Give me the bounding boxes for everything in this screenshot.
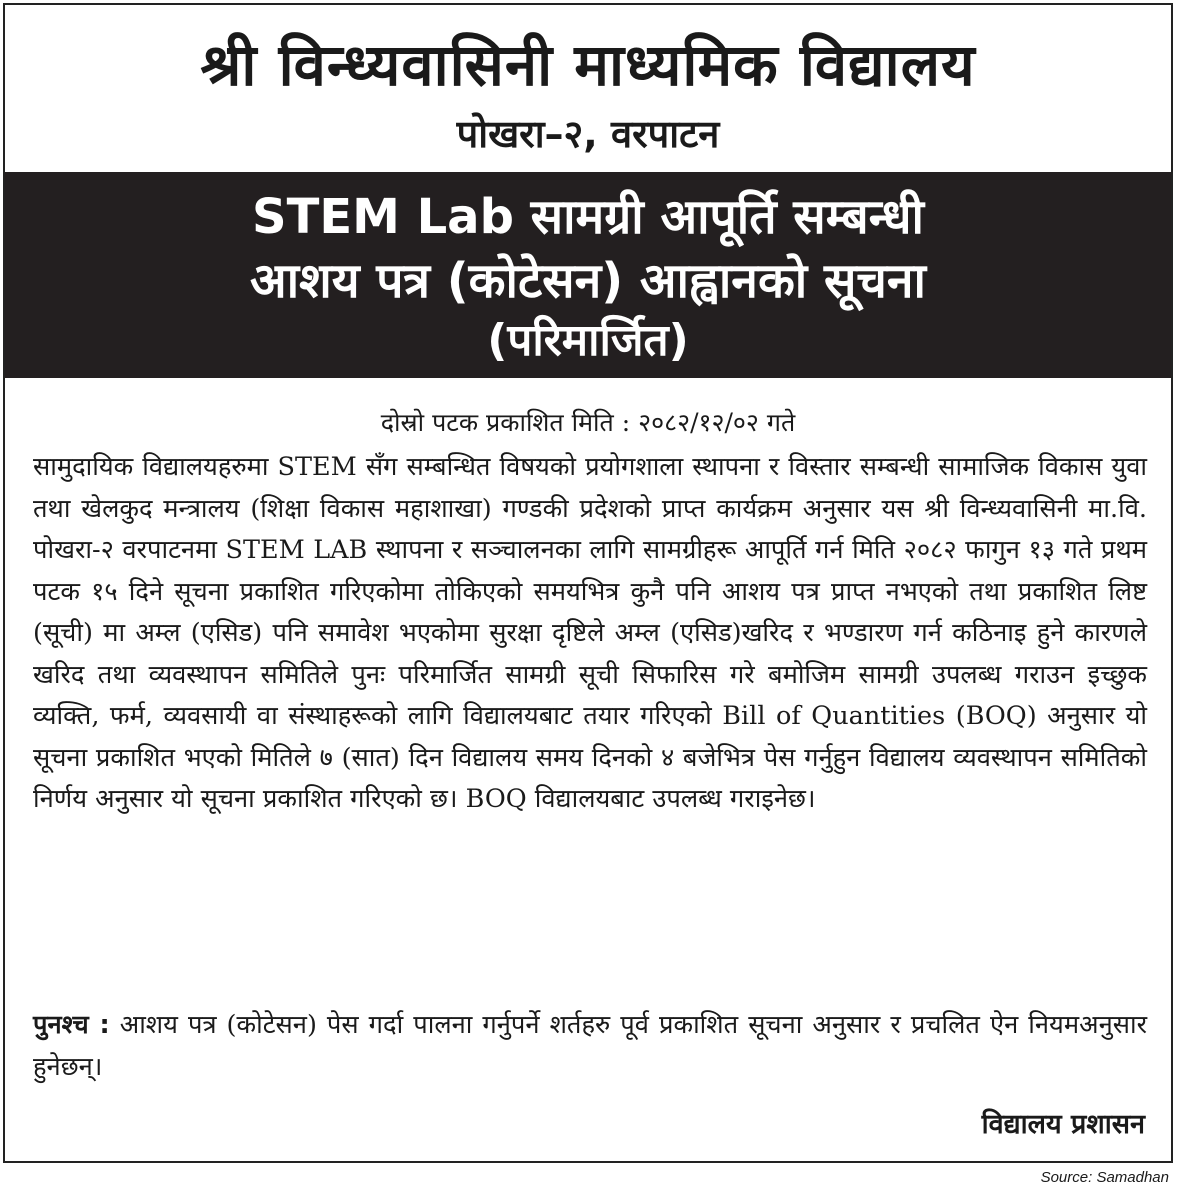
signatory: विद्यालय प्रशासन xyxy=(981,1109,1145,1140)
notice-body: सामुदायिक विद्यालयहरुमा STEM सँग सम्बन्धित विषयको प्रयोगशाला स्थापना र विस्तार सम्बन्धी सामाजिक विकास युवा तथा खेलकुद मन्त्रालय (शिक्षा विकास महाशाखा) गण्डकी प्रदेशको प्राप्त कार्यक्रम अनुसार यस श्री विन्ध्यवासिनी मा.वि. पोखरा-२ वरपाटनमा STEM LAB स्थापना र सञ्चालनका लागि सामग्रीहरू आपूर्ति गर्न मिति २०८२ फागुन १३ गते प्रथम पटक १५ दिने सूचना प्रकाशित गरिएकोमा तोकिएको समयभित्र कुनै पनि आशय पत्र प्राप्त नभएको तथा प्रकाशित लिष्ट (सूची) मा अम्ल (एसिड) पनि समावेश भएकोमा सुरक्षा दृष्टिले अम्ल (एसिड)खरिद र भण्डारण गर्न कठिनाइ हुने कारणले खरिद तथा व्यवस्थापन समितिले पुनः परिमार्जित सामग्री सूची सिफारिस गरे बमोजिम सामग्री उपलब्ध गराउन इच्छुक व्यक्ति, फर्म, व्यवसायी वा संस्थाहरूको लागि विद्यालयबाट तयार गरिएको Bill of Quantities (BOQ) अनुसार यो सूचना प्रकाशित भएको मितिले ७ (सात) दिन विद्यालय समय दिनको ४ बजेभित्र पेस गर्नुहुन विद्यालय व्यवस्थापन समितिको निर्णय अनुसार यो सूचना प्रकाशित गरिएको छ। BOQ विद्यालयबाट उपलब्ध गराइनेछ। xyxy=(33,452,1147,814)
school-header xyxy=(5,5,1171,170)
postscript xyxy=(33,1005,1147,1088)
publish-date: दोस्रो पटक प्रकाशित मिति : २०८२/१२/०२ गते xyxy=(380,408,796,437)
notice-title-line-3: (परिमार्जित) xyxy=(487,315,689,366)
source-credit: Source: Samadhan xyxy=(1040,1169,1169,1186)
postscript-label: पुनश्च : xyxy=(33,1010,110,1040)
notice-title-line-2: आशय पत्र (कोटेसन) आह्वानको सूचना xyxy=(250,253,926,309)
notice-title-line-1: STEM Lab सामग्री आपूर्ति सम्बन्धी xyxy=(252,189,924,245)
notice-title-band xyxy=(5,172,1171,378)
school-address: पोखरा–२, वरपाटन xyxy=(456,112,720,156)
school-name: श्री विन्ध्यवासिनी माध्यमिक विद्यालय xyxy=(200,31,976,99)
notice-frame xyxy=(3,3,1173,1163)
postscript-text: आशय पत्र (कोटेसन) पेस गर्दा पालना गर्नुपर्ने शर्तहरु पूर्व प्रकाशित सूचना अनुसार र प्रचलित ऐन नियमअनुसार हुनेछन्। xyxy=(33,1010,1147,1082)
